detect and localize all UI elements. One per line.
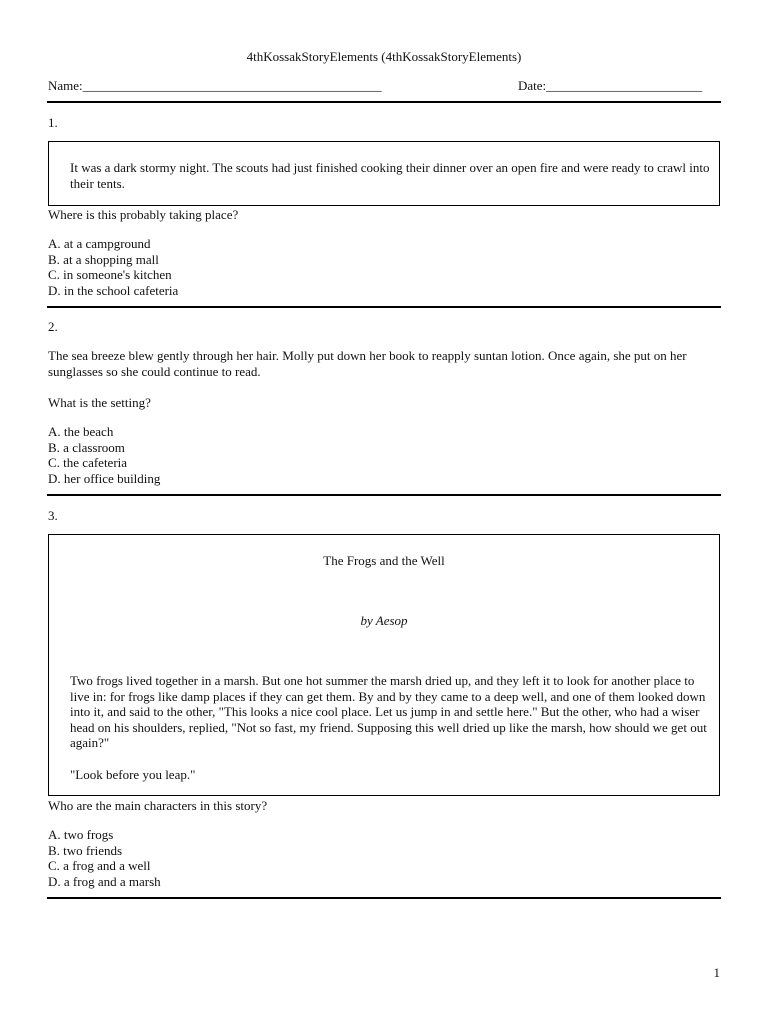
question-3-choice-a: A. two frogs (48, 827, 114, 842)
question-1-choice-b: B. at a shopping mall (48, 251, 159, 267)
question-1-choices (48, 236, 178, 298)
worksheet-title: 4thKossakStoryElements (4thKossakStoryElements) (246, 49, 522, 64)
question-1-passage: It was a dark stormy night. The scouts had just finished cooking their dinner over an open fire and were ready to crawl into their tents. (70, 160, 710, 191)
question-1-choice-c: C. in someone's kitchen (48, 267, 172, 282)
question-3-choice-b: B. two friends (48, 842, 123, 858)
header-divider (47, 101, 721, 103)
story-title: The Frogs and the Well (323, 553, 445, 568)
question-2-passage: The sea breeze blew gently through her hair. Molly put down her book to reapply suntan lotion. Once again, she put on her sunglasses so she could continue to read. (48, 348, 687, 379)
question-3-passage: Two frogs lived together in a marsh. But one hot summer the marsh dried up, and they left it to look for another place to live in: for frogs like damp places if they can get them. By and by they came to a deep well, and one of them looked down into it, and said to the other, "This looks a nice cool place. Let us jump in and settle here." But the other, who had a wiser head on his shoulders, replied, "Not so fast, my friend. Supposing this well dried up like the marsh, how should we get out again?" (70, 673, 707, 750)
question-3-choice-d: D. a frog and a marsh (48, 873, 161, 889)
question-1-divider (47, 306, 721, 308)
question-1-choice-d: D. in the school cafeteria (48, 282, 179, 298)
name-field: Name:______________________________________________ (48, 78, 382, 93)
question-1-prompt: Where is this probably taking place? (48, 207, 239, 222)
question-2-choice-b: B. a classroom (48, 439, 125, 455)
question-2-choices (48, 424, 160, 486)
question-3-divider (47, 897, 721, 899)
question-3-choices (48, 827, 161, 889)
date-field: Date:________________________ (518, 78, 703, 93)
question-1-choice-a: A. at a campground (48, 236, 151, 251)
question-3-passage-box (48, 534, 720, 796)
question-3-prompt: Who are the main characters in this story? (48, 798, 268, 813)
question-2-prompt: What is the setting? (48, 395, 151, 410)
question-2-choice-d: D. her office building (48, 470, 161, 486)
question-2-choice-c: C. the cafeteria (48, 455, 128, 470)
question-1-number: 1. (48, 115, 58, 130)
story-moral: "Look before you leap." (70, 767, 196, 782)
question-2-choice-a: A. the beach (48, 424, 114, 439)
question-3-choice-c: C. a frog and a well (48, 858, 151, 873)
story-author: by Aesop (360, 613, 408, 628)
question-2-number: 2. (48, 319, 58, 334)
question-2-divider (47, 494, 721, 496)
page-number: 1 (713, 965, 720, 980)
question-3-number: 3. (48, 508, 58, 523)
